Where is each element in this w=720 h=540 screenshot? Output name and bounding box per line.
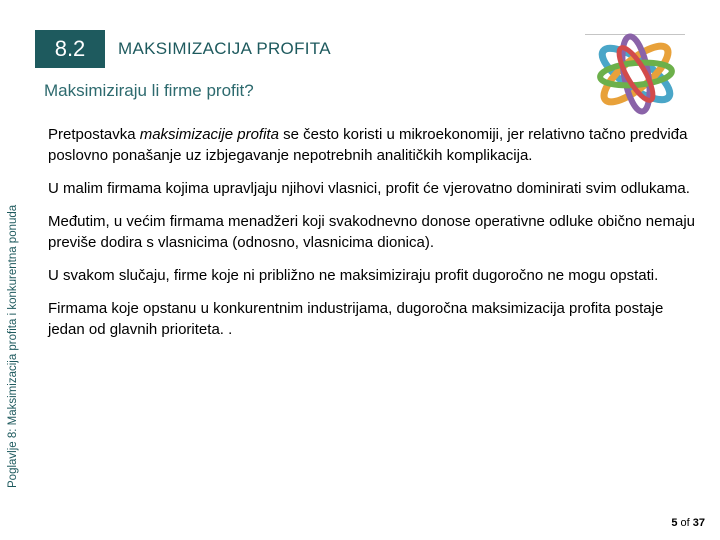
page-total: 37 (692, 517, 705, 529)
paragraph-1-emphasis: maksimizacije profita (139, 126, 279, 143)
paragraph-4: U svakom slučaju, firme koje ni približno ne maksimiziraju profit dugoročno ne mogu opstati. (48, 267, 659, 284)
interlocking-rings-logo-icon (582, 28, 690, 120)
paragraph-1-before: Pretpostavka (48, 126, 140, 143)
paragraph-1 (48, 124, 698, 166)
section-title: MAKSIMIZACIJA PROFITA (118, 39, 331, 58)
paragraph-1-after: se često koristi u mikroekonomiji, jer relativno tačno predviđa poslovno ponašanje uz izbjegavanje nepotrebnih analitičkih komplikacija. (48, 126, 688, 164)
chapter-side-label: Poglavlje 8: Maksimizacija profita i konkurentna ponuda (7, 204, 19, 488)
paragraph-2: U malim firmama kojima upravljaju njihovi vlasnici, profit će vjerovatno dominirati svim odlukama. (48, 180, 690, 197)
page-separator: of (680, 517, 690, 529)
paragraph-5: Firmama koje opstanu u konkurentnim industrijama, dugoročna maksimizacija profita postaje jedan od glavnih prioriteta. . (48, 300, 664, 338)
slide-subtitle: Maksimiziraju li firme profit? (44, 81, 254, 100)
page-current: 5 (671, 517, 678, 529)
slide-content (48, 124, 698, 352)
paragraph-3: Međutim, u većim firmama menadžeri koji svakodnevno donose operativne odluke obično nemaju previše dodira s vlasnicima (odnosno, vlasnicima dionica). (48, 213, 696, 251)
section-number-badge: 8.2 (35, 30, 105, 68)
page-counter (671, 517, 705, 529)
